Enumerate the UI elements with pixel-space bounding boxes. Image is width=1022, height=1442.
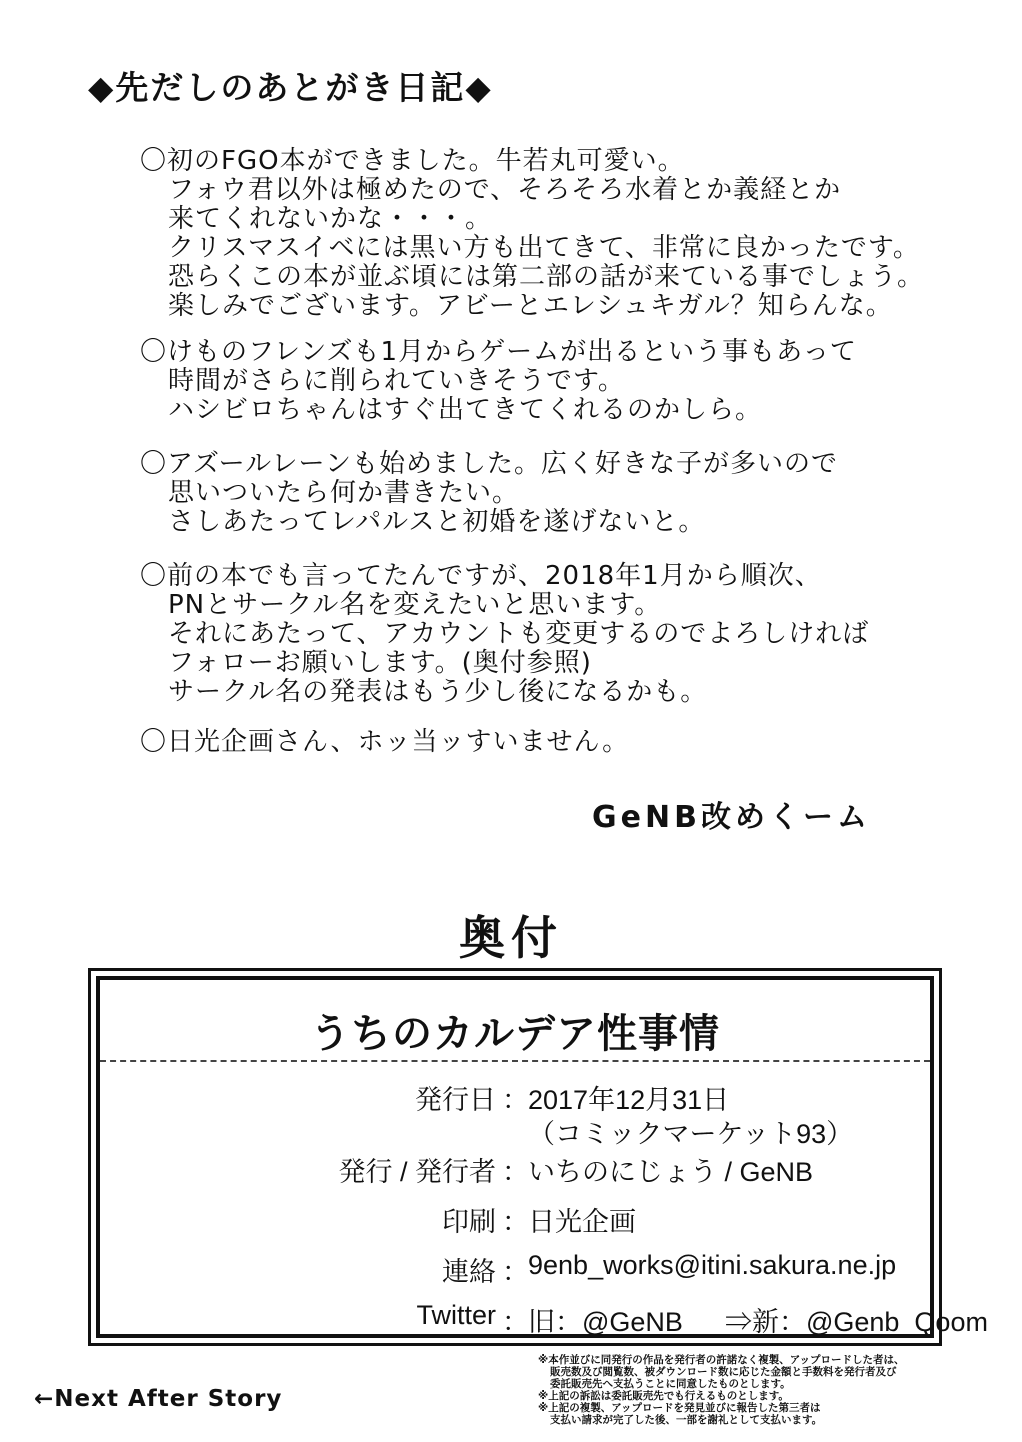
row-colon: ：: [502, 1157, 529, 1187]
row-colon: ：: [502, 1307, 529, 1337]
afterword-line: 楽しみでございます。アビーとエレシュキガル？知らんな。: [168, 291, 893, 321]
row-value: いちのにじょう / GeNB: [528, 1157, 814, 1187]
row-value-secondary: （コミックマーケット93）: [528, 1119, 854, 1149]
afterword-line: フォローお願いします。(奥付参照): [168, 648, 592, 678]
row-label: 連絡: [442, 1257, 496, 1287]
row-colon: ：: [502, 1257, 529, 1287]
row-label: 印刷: [442, 1207, 496, 1237]
row-value: 2017年12月31日: [528, 1085, 730, 1115]
colophon-row-printer: [100, 1200, 946, 1240]
afterword-paragraph-1: [140, 147, 924, 321]
afterword-heading: ◆先だしのあとがき日記◆: [88, 68, 493, 107]
dashed-divider: [100, 1060, 930, 1062]
legal-line: ※上記の訴訟は委託販売先でも行えるものとします。: [538, 1390, 789, 1402]
legal-line: 委託販売先へ支払うことに同意したものとします。: [550, 1378, 791, 1390]
legal-line: 販売数及び閲覧数、被ダウンロード数に応じた金額と手数料を発行者及び: [550, 1366, 897, 1378]
legal-line: ※上記の複製、アップロードを発見並びに報告した第三者は: [538, 1402, 821, 1414]
afterword-line: 来てくれないかな・・・。: [168, 204, 493, 234]
afterword-line: それにあたって、アカウントも変更するのでよろしければ: [168, 619, 870, 649]
next-story-link[interactable]: ←Next After Story: [34, 1386, 283, 1412]
afterword-paragraph-5: [140, 728, 629, 757]
legal-line: 支払い請求が完了した後、一部を謝礼として支払います。: [550, 1414, 823, 1426]
afterword-line: 時間がさらに削られていきそうです。: [168, 366, 625, 396]
afterword-line: フォウ君以外は極めたので、そろそろ水着とか義経とか: [168, 175, 842, 205]
afterword-paragraph-4: [140, 562, 869, 707]
afterword-line: 〇初のFGO本ができました。牛若丸可愛い。: [140, 146, 685, 176]
book-title: うちのカルデア性事情: [310, 1011, 720, 1057]
twitter-handles: 旧：@GeNB_ ⇒新：@Genb_Qoom: [528, 1307, 988, 1337]
row-colon: ：: [502, 1085, 529, 1115]
afterword-line: 〇前の本でも言ってたんですが、2018年1月から順次、: [140, 561, 822, 591]
afterword-line: PNとサークル名を変えたいと思います。: [168, 590, 662, 620]
afterword-line: 〇アズールレーンも始めました。広く好きな子が多いので: [140, 449, 838, 479]
colophon-row-publisher: [100, 1150, 946, 1190]
row-label: Twitter: [416, 1300, 496, 1330]
afterword-line: クリスマスイベには黒い方も出てきて、非常に良かったです。: [168, 233, 920, 263]
row-label: 発行日: [415, 1085, 496, 1115]
row-value: 日光企画: [528, 1207, 636, 1237]
afterword-line: さしあたってレパルスと初婚を遂げないと。: [168, 507, 706, 537]
afterword-line: ハシビロちゃんはすぐ出てきてくれるのかしら。: [168, 395, 763, 425]
legal-line: ※本作並びに同発行の作品を発行者の許諾なく複製、アップロードした者は、: [538, 1354, 905, 1366]
author-signature: GeNB改めくーム: [592, 800, 871, 835]
afterword-line: 思いついたら何か書きたい。: [168, 478, 520, 508]
colophon-row-date: [100, 1078, 946, 1149]
row-colon: ：: [502, 1207, 529, 1237]
afterword-line: サークル名の発表はもう少し後になるかも。: [168, 677, 708, 707]
afterword-line: 〇けものフレンズも1月からゲームが出るという事もあって: [140, 337, 857, 367]
afterword-paragraph-3: [140, 450, 838, 537]
afterword-line: 恐らくこの本が並ぶ頃には第二部の話が来ている事でしょう。: [168, 262, 925, 292]
colophon-inner-frame: [96, 976, 988, 1338]
colophon-title: 奥付: [459, 911, 563, 965]
afterword-paragraph-2: [140, 338, 857, 425]
afterword-line: 〇日光企画さん、ホッ当ッすいません。: [140, 727, 630, 757]
colophon-row-twitter: [100, 1300, 988, 1340]
colophon-row-contact: [100, 1250, 946, 1290]
row-label: 発行 / 発行者: [338, 1157, 496, 1187]
legal-notice: [538, 1354, 953, 1426]
contact-email: 9enb_works@itini.sakura.ne.jp: [528, 1250, 897, 1280]
colophon-box: [88, 968, 988, 1346]
